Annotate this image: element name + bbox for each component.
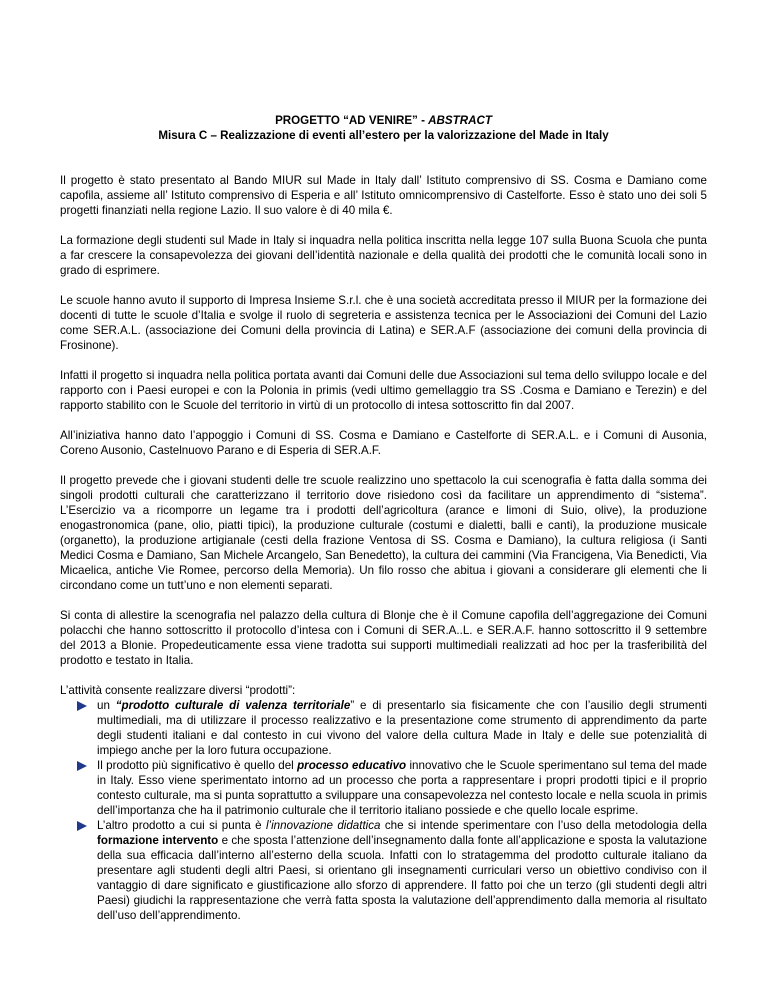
product-list [60,698,707,923]
paragraph: Il progetto è stato presentato al Bando MIUR sul Made in Italy dall’ Istituto comprensivo di SS. Cosma e Damiano come capofila, assieme all’ Istituto comprensivo di Esperia e all’ Istituto omnicomprensivo di Castelforte. Esso è stato uno dei soli 5 progetti finanziati nella regione Lazio. Il suo valore è di 40 mila €. [60,174,707,217]
paragraph: Il progetto prevede che i giovani studenti delle tre scuole realizzino uno spettacolo la cui scenografia è fatta dalla somma dei singoli prodotti culturali che caratterizzano il territorio dove risiedono così da facilitare un apprendimento di “sistema”. L’Esercizio va a ricomporre un legame tra i prodotti dell’agricoltura (arance e limoni di Suio, olive), la produzione enogastronomica (pane, olio, piatti tipici), la produzione culturale (costumi e dialetti, balli e canti), la produzione musicale (organetto), la produzione artigianale (cesti della frazione Ventosa di SS. Cosma e Damiano), la cultura religiosa (i Santi Medici Cosma e Damiano, San Michele Arcangelo, San Benedetto), la cultura dei cammini (Via Francigena, Via Benedicti, Via Micaelica, antiche Vie Romee, percorso della Memoria). Un filo rosso che abitua i giovani a considerare gli elementi che li circondano come un tutt’uno e non elementi separati. [60,474,707,592]
list-intro: L’attività consente realizzare diversi “prodotti”: [60,684,296,697]
emphasis: “prodotto culturale di valenza territoriale [115,699,351,712]
paragraph: All’iniziativa hanno dato l’appoggio i Comuni di SS. Cosma e Damiano e Castelforte di SER.A.L. e i Comuni di Ausonia, Coreno Ausonio, Castelnuovo Parano e di Esperia di SER.A.F. [60,429,707,457]
paragraph: Le scuole hanno avuto il supporto di Impresa Insieme S.r.l. che è una società accreditata presso il MIUR per la formazione dei docenti di tutte le scuole d’Italia e svolge il ruolo di segreteria e assistenza tecnica per le Associazioni dei Comuni del Lazio come SER.A.L. (associazione dei Comuni della provincia di Latina) e SER.A.F (associazione dei comuni della provincia di Frosinone). [60,294,707,352]
list-item: Il prodotto più significativo è quello del processo educativo innovativo che le Scuole sperimentano sul tema del made in Italy. Esso viene sperimentato intorno ad un processo che porta a rappresentare i propri prodotti tipici e il proprio contesto culturale, ma si punta soprattutto a sviluppare una consapevolezza nel contesto locale e nella scuola in primis dell’importanza che ha il patrimonio culturale che il territorio italiano possiede e che quello locale esprime. [97,758,707,818]
list-item: un “prodotto culturale di valenza territoriale” e di presentarlo sia fisicamente che con l’ausilio degli strumenti multimediali, ma di utilizzare il processo realizzativo e la presentazione come strumento di apprendimento da parte degli studenti italiani e dal contesto in cui vivono del valore della cultura Made in Italy e delle sue potenzialità di impiego anche per la loro futura occupazione. [97,698,707,758]
emphasis: processo educativo [297,759,407,772]
paragraph: La formazione degli studenti sul Made in Italy si inquadra nella politica inscritta nella legge 107 sulla Buona Scuola che punta a far crescere la consapevolezza dei giovani dell’identità nazionale e della qualità dei prodotti che le comunità locali sono in grado di esprimere. [60,234,707,277]
document-header [60,113,707,143]
title-italic: ABSTRACT [428,114,492,127]
document-title [60,113,707,128]
triangle-right-icon [77,701,87,711]
paragraph: Si conta di allestire la scenografia nel palazzo della cultura di Blonje che è il Comune capofila dell’aggregazione dei Comuni polacchi che hanno sottoscritto il protocollo d’intesa con i Comuni di SER.A..L. e SER.A.F. hanno sottoscritto il 9 settembre del 2013 a Blonie. Propedeuticamente essa viene tradotta sui supporti multimediali realizzati ad hoc per la trasferibilità del prodotto e testato in Italia. [60,609,707,667]
document-subtitle: Misura C – Realizzazione di eventi all’estero per la valorizzazione del Made in Italy [158,129,609,142]
triangle-right-icon [77,761,87,771]
triangle-right-icon [77,821,87,831]
document-page [60,113,707,923]
emphasis: l’innovazione didattica [265,819,381,832]
bold-term: formazione intervento [97,834,219,847]
list-item: L’altro prodotto a cui si punta è l’innovazione didattica che si intende sperimentare con l’uso della metodologia della formazione intervento e che sposta l’attenzione dell’insegnamento dalla fonte all’applicazione e sposta la valutazione della sua efficacia dall’interno all’esterno della scuola. Infatti con lo stratagemma del prodotto culturale italiano da presentare agli studenti degli altri Paesi, si orientano gli insegnamenti curriculari verso un obiettivo condiviso con il vantaggio di dare significato e giustificazione allo sforzo di apprendere. Il fatto poi che un terzo (gli studenti degli altri Paesi) giudichi la rappresentazione che verrà fatta sposta la valutazione dell’apprendimento dalla memoria al risultato dell’uso dell’apprendimento. [97,818,707,923]
paragraph: Infatti il progetto si inquadra nella politica portata avanti dai Comuni delle due Associazioni sul tema dello sviluppo locale e del rapporto con i Paesi europei e con la Polonia in primis (vedi ultimo gemellaggio tra SS .Cosma e Damiano e Terezin) e del rapporto stabilito con le Scuole del territorio in virtù di un protocollo di intesa sottoscritto fin dal 2007. [60,369,707,412]
title-text: PROGETTO “AD VENIRE” - [275,114,429,127]
